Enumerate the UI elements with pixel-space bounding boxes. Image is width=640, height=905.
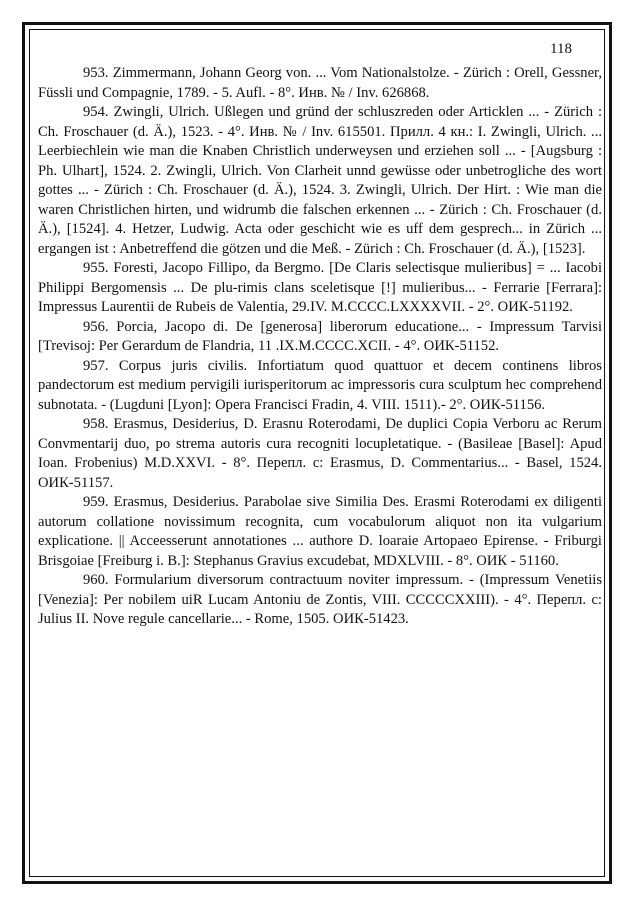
page-number: 118	[550, 41, 572, 57]
catalog-entry-954: 954. Zwingli, Ulrich. Ußlegen und gründ der schluszreden oder Articklen ... - Zürich : Ch. Froschauer (d. Ä.), 1523. - 4°. Инв. № / Inv. 615501. Прилл. 4 кн.: I. Zwingli, Ulrich. ... Leerbiechlein wie man die Knaben Christlich underweysen und erziehen soll ... - [Augsburg : Ph. Ulhart], 1524. 2. Zwingli, Ulrich. Von Clarheit unnd gewüsse oder unbetrogliche des wort gottes ... - Zürich : Ch. Froschauer (d. Ä.), 1524. 3. Zwingli, Ulrich. Der Hirt. : Wie man die waren Christlichen hirten, und widrumb die falschen erkennen ... - Zürich : Ch. Froschauer (d. Ä.), [1524]. 4. Hetzer, Ludwig. Acta oder geschicht wie es uff dem gesprech... in Zürich ... ergangen ist : Anbetreffend die götzen und die Meß. - Zürich : Ch. Froschauer (d. Ä.), [1523].	[38, 104, 602, 257]
catalog-entry-960: 960. Formularium diversorum contractuum noviter impressum. - (Impressum Venetiis [Venezia]: Per nobilem uiR Lucam Antoniu de Zontis, VIII. CCCCCXXIII). - 4°. Перепл. с: Julius II. Nove regule cancellarie... - Rome, 1505. ОИК-51423.	[38, 572, 602, 627]
catalog-entry-953: 953. Zimmermann, Johann Georg von. ... Vom Nationalstolze. - Zürich : Orell, Gessner, Füssli und Compagnie, 1789. - 5. Aufl. - 8°. Инв. № / Inv. 626868.	[38, 65, 602, 101]
catalog-entry-958: 958. Erasmus, Desiderius, D. Erasnu Roterodami, De duplici Copia Verboru ac Rerum Convmentarij duo, po strema autoris cura recogniti locupletatique. - (Basileae [Basel]: Apud Ioan. Frobenius) M.D.XXVI. - 8°. Перепл. с: Erasmus, D. Commentarius... - Basel, 1524. ОИК-51157.	[38, 416, 602, 491]
catalog-entry-955: 955. Foresti, Jacopo Fillipo, da Bergmo. [De Claris selectisque mulieribus] = ... Iacobi Philippi Bergomensis ... De plu-rimis clans sceletisque [!] mulieribus... - Ferrarie [Ferrara]: Impressus Laurentii de Rubeis de Valentia, 29.IV. M.CCCC.LXXXXVII. - 2°. ОИК-51192.	[38, 260, 602, 315]
catalog-entry-956: 956. Porcia, Jacopo di. De [generosa] liberorum educatione... - Impressum Tarvisi [Trevisoj: Per Gerardum de Flandria, 11 .IX.M.CCCC.XCII. - 4°. ОИК-51152.	[38, 318, 602, 354]
catalog-entry-959: 959. Erasmus, Desiderius. Parabolae sive Similia Des. Erasmi Roterodami ex diligenti autorum collatione novissimum recognita, cum vocabulorum aliquot non ita vulgarium explicatione. || Acceesserunt annotationes ... authore D. loaraie Artopaeo Epirense. - Friburgi Brisgoiae [Freiburg i. B.]: Stephanus Gravius excudebat, MDXLVIII. - 8°. ОИК - 51160.	[38, 494, 602, 569]
catalog-entries	[38, 64, 602, 630]
catalog-entry-957: 957. Corpus juris civilis. Infortiatum quod quattuor et decem continens libros pandectorum est medium pervigili iurisperitorum ac impressoris cura sculptum hec comprehend subnotata. - (Lugduni [Lyon]: Opera Francisci Fradin, 4. VIII. 1511).- 2°. ОИК-51156.	[38, 357, 602, 413]
